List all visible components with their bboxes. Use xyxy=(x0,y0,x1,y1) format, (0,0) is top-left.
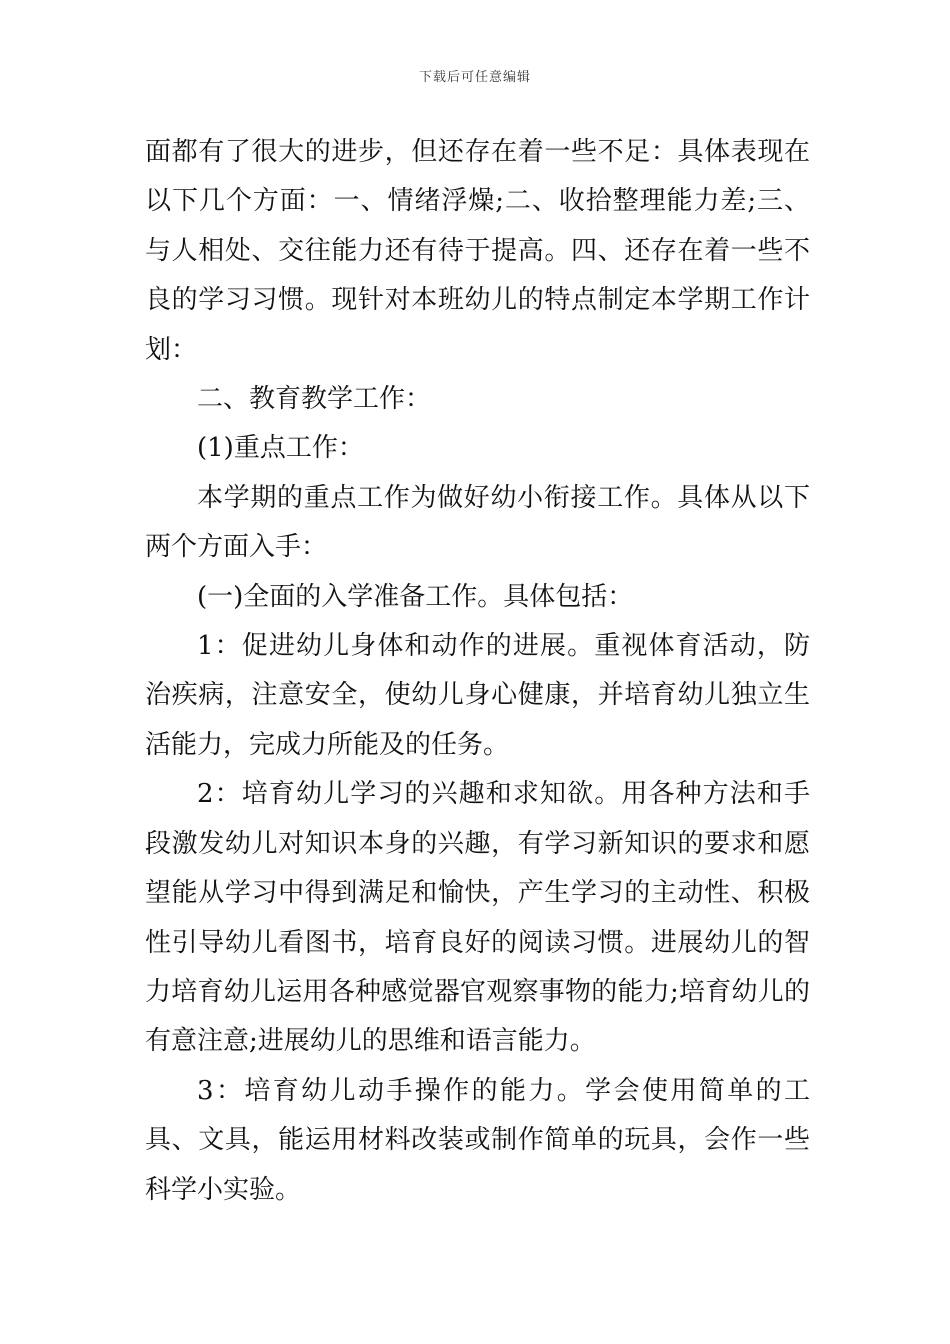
paragraph-item-2: 2：培育幼儿学习的兴趣和求知欲。用各种方法和手段激发幼儿对知识本身的兴趣，有学习新知识的要求和愿望能从学习中得到满足和愉快，产生学习的主动性、积极性引导幼儿看图书，培育良好的阅读习惯。进展幼儿的智力培育幼儿运用各种感觉器官观察事物的能力;培育幼儿的有意注意;进展幼儿的思维和语言能力。 xyxy=(145,779,810,1057)
subheading-preparation: (一)全面的入学准备工作。具体包括： xyxy=(197,581,634,612)
paragraph-continuation: 面都有了很大的进步，但还存在着一些不足：具体表现在以下几个方面：一、情绪浮燥;二、收拾整理能力差;三、与人相处、交往能力还有待于提高。四、还存在着一些不良的学习习惯。现针对本班幼儿的特点制定本学期工作计划： xyxy=(145,137,810,365)
subheading-key-work: (1)重点工作： xyxy=(197,433,364,464)
paragraph-key-work: 本学期的重点工作为做好幼小衔接工作。具体从以下两个方面入手： xyxy=(145,482,810,563)
paragraph-item-1: 1：促进幼儿身体和动作的进展。重视体育活动，防治疾病，注意安全，使幼儿身心健康，并培育幼儿独立生活能力，完成力所能及的任务。 xyxy=(145,631,810,760)
paragraph-item-3: 3：培育幼儿动手操作的能力。学会使用简单的工具、文具，能运用材料改装或制作简单的玩具，会作一些科学小实验。 xyxy=(145,1075,810,1205)
page-header-note: 下载后可任意编辑 xyxy=(418,70,531,85)
document-body xyxy=(145,128,810,1215)
section-heading-education: 二、教育教学工作： xyxy=(197,384,432,415)
